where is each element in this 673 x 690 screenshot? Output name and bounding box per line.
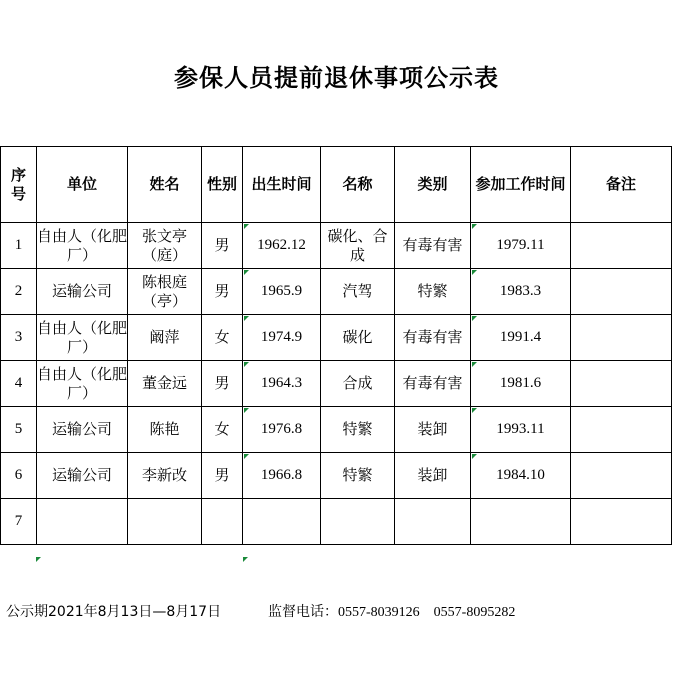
header-birth: 出生时间 bbox=[243, 147, 321, 223]
cell-job bbox=[321, 499, 395, 545]
cell-unit: 自由人（化肥厂） bbox=[37, 315, 128, 361]
header-seq bbox=[1, 147, 37, 223]
cell-category: 装卸 bbox=[395, 453, 471, 499]
cell-birth bbox=[243, 499, 321, 545]
table-row bbox=[1, 499, 672, 545]
cell-marker bbox=[36, 557, 41, 562]
header-work-start: 参加工作时间 bbox=[471, 147, 571, 223]
hotline-phone-2: 0557-8095282 bbox=[433, 605, 516, 620]
cell-seq: 5 bbox=[1, 407, 37, 453]
announcement-table bbox=[0, 146, 672, 545]
cell-name: 张文亭（庭） bbox=[128, 223, 202, 269]
cell-job: 特繁 bbox=[321, 453, 395, 499]
cell-name: 董金远 bbox=[128, 361, 202, 407]
header-seq-label: 序号 bbox=[10, 165, 26, 203]
cell-work-start: 1991.4 bbox=[471, 315, 571, 361]
cell-unit: 运输公司 bbox=[37, 269, 128, 315]
cell-gender: 男 bbox=[202, 361, 243, 407]
header-gender: 性别 bbox=[202, 147, 243, 223]
cell-work-start bbox=[471, 499, 571, 545]
cell-category bbox=[395, 499, 471, 545]
table-row bbox=[1, 269, 672, 315]
table-row bbox=[1, 223, 672, 269]
cell-name: 陈艳 bbox=[128, 407, 202, 453]
cell-note bbox=[571, 499, 672, 545]
cell-birth: 1976.8 bbox=[243, 407, 321, 453]
cell-gender: 男 bbox=[202, 223, 243, 269]
cell-seq: 6 bbox=[1, 453, 37, 499]
header-category: 类别 bbox=[395, 147, 471, 223]
cell-unit bbox=[37, 499, 128, 545]
cell-work-start: 1993.11 bbox=[471, 407, 571, 453]
cell-job: 合成 bbox=[321, 361, 395, 407]
cell-gender: 女 bbox=[202, 407, 243, 453]
header-note: 备注 bbox=[571, 147, 672, 223]
cell-gender: 男 bbox=[202, 453, 243, 499]
cell-name: 陈根庭（亭） bbox=[128, 269, 202, 315]
cell-job: 特繁 bbox=[321, 407, 395, 453]
cell-work-start: 1984.10 bbox=[471, 453, 571, 499]
hotline-label: 监督电话： bbox=[268, 604, 338, 620]
cell-note bbox=[571, 453, 672, 499]
cell-gender: 男 bbox=[202, 269, 243, 315]
header-job: 名称 bbox=[321, 147, 395, 223]
cell-birth: 1962.12 bbox=[243, 223, 321, 269]
hotline bbox=[268, 601, 515, 621]
table-row bbox=[1, 315, 672, 361]
table-header-row bbox=[1, 147, 672, 223]
table-row bbox=[1, 407, 672, 453]
cell-work-start: 1979.11 bbox=[471, 223, 571, 269]
cell-seq: 2 bbox=[1, 269, 37, 315]
cell-seq: 7 bbox=[1, 499, 37, 545]
cell-gender: 女 bbox=[202, 315, 243, 361]
cell-marker bbox=[243, 557, 248, 562]
cell-job: 碳化、合成 bbox=[321, 223, 395, 269]
cell-birth: 1974.9 bbox=[243, 315, 321, 361]
cell-job: 汽驾 bbox=[321, 269, 395, 315]
cell-unit: 自由人（化肥厂） bbox=[37, 223, 128, 269]
cell-note bbox=[571, 223, 672, 269]
cell-category: 有毒有害 bbox=[395, 223, 471, 269]
cell-category: 有毒有害 bbox=[395, 315, 471, 361]
cell-work-start: 1983.3 bbox=[471, 269, 571, 315]
cell-job: 碳化 bbox=[321, 315, 395, 361]
cell-note bbox=[571, 315, 672, 361]
cell-name: 李新改 bbox=[128, 453, 202, 499]
table-row bbox=[1, 453, 672, 499]
cell-note bbox=[571, 407, 672, 453]
cell-seq: 4 bbox=[1, 361, 37, 407]
cell-name bbox=[128, 499, 202, 545]
cell-note bbox=[571, 269, 672, 315]
table-row bbox=[1, 361, 672, 407]
cell-unit: 运输公司 bbox=[37, 407, 128, 453]
page-title: 参保人员提前退休事项公示表 bbox=[174, 63, 499, 92]
cell-unit: 运输公司 bbox=[37, 453, 128, 499]
cell-category: 特繁 bbox=[395, 269, 471, 315]
header-unit: 单位 bbox=[37, 147, 128, 223]
cell-birth: 1966.8 bbox=[243, 453, 321, 499]
cell-gender bbox=[202, 499, 243, 545]
publicity-period: 公示期2021年8月13日—8月17日 bbox=[6, 604, 222, 620]
cell-seq: 1 bbox=[1, 223, 37, 269]
cell-work-start: 1981.6 bbox=[471, 361, 571, 407]
cell-birth: 1965.9 bbox=[243, 269, 321, 315]
header-name: 姓名 bbox=[128, 147, 202, 223]
cell-category: 装卸 bbox=[395, 407, 471, 453]
cell-category: 有毒有害 bbox=[395, 361, 471, 407]
cell-seq: 3 bbox=[1, 315, 37, 361]
cell-note bbox=[571, 361, 672, 407]
cell-name: 阚萍 bbox=[128, 315, 202, 361]
hotline-phone-1: 0557-8039126 bbox=[338, 605, 420, 620]
cell-unit: 自由人（化肥厂） bbox=[37, 361, 128, 407]
cell-birth: 1964.3 bbox=[243, 361, 321, 407]
